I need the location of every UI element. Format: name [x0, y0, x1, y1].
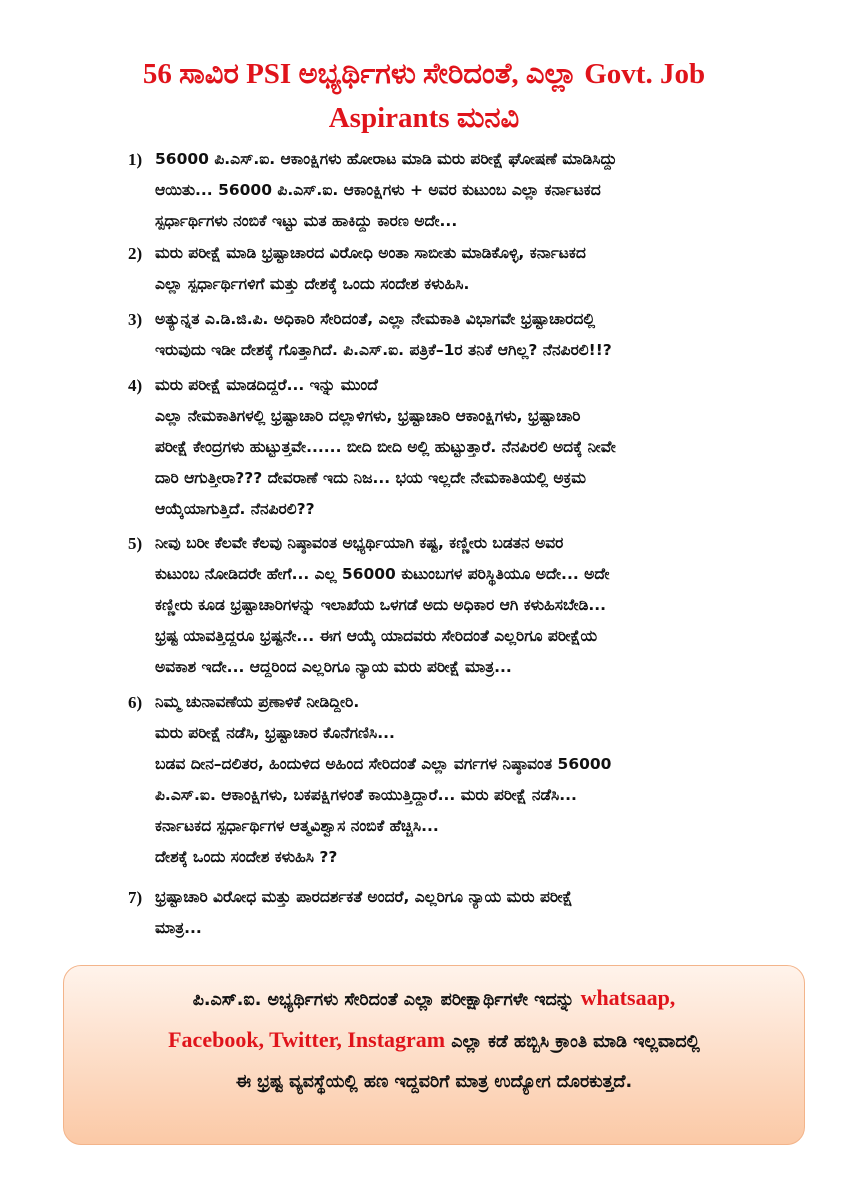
call-to-action-banner — [63, 965, 805, 1145]
point-number: 5) — [128, 534, 143, 553]
banner-line-3: ಈ ಭ್ರಷ್ಟ ವ್ಯವಸ್ಥೆಯಲ್ಲಿ ಹಣ ಇದ್ದವರಿಗೆ ಮಾತ್ರ ಉದ್ಯೋಗ ದೊರಕುತ್ತದೆ. — [235, 1072, 633, 1092]
point-line: ಕುಟುಂಬ ನೋಡಿದರೇ ಹೇಗೆ... ಎಲ್ಲ 56000 ಕುಟುಂಬಗಳ ಪರಿಸ್ಥಿತಿಯೂ ಅದೇ... ಅದೇ — [155, 565, 610, 583]
point-line: ಸ್ಪರ್ಧಾರ್ಥಿಗಳು ನಂಬಿಕೆ ಇಟ್ಟು ಮತ ಹಾಕಿದ್ದು ಕಾರಣ ಅದೇ... — [155, 212, 458, 230]
banner-text: ಎಲ್ಲಾ ಕಡೆ ಹಬ್ಬಿಸಿ ಕ್ರಾಂತಿ ಮಾಡಿ ಇಲ್ಲವಾದಲ್ಲಿ — [445, 1032, 700, 1052]
point-line: ಅವಕಾಶ ಇದೇ... ಆದ್ದರಿಂದ ಎಲ್ಲರಿಗೂ ನ್ಯಾಯ ಮರು ಪರೀಕ್ಷೆ ಮಾತ್ರ... — [155, 658, 512, 676]
point-line: 56000 ಪಿ.ಎಸ್.ಐ. ಆಕಾಂಕ್ಷಿಗಳು ಹೋರಾಟ ಮಾಡಿ ಮರು ಪರೀಕ್ಷೆ ಘೋಷಣೆ ಮಾಡಿಸಿದ್ದು — [155, 150, 617, 168]
point-line: ಆಯ್ಕೆಯಾಗುತ್ತಿದೆ. ನೆನಪಿರಲಿ?? — [155, 500, 315, 518]
point-number: 1) — [128, 150, 143, 169]
banner-line-1 — [64, 978, 804, 1020]
point-line: ಅತ್ಯುನ್ನತ ಎ.ಡಿ.ಜಿ.ಪಿ. ಅಧಿಕಾರಿ ಸೇರಿದಂತೆ, ಎಲ್ಲಾ ನೇಮಕಾತಿ ವಿಭಾಗವೇ ಭ್ರಷ್ಟಾಚಾರದಲ್ಲಿ — [155, 310, 596, 328]
point-number: 2) — [128, 244, 143, 263]
point-number: 6) — [128, 693, 143, 712]
point-line: ಮರು ಪರೀಕ್ಷೆ ಮಾಡದಿದ್ದರೆ... ಇನ್ನು ಮುಂದೆ — [155, 376, 378, 394]
point-line: ಆಯಿತು... 56000 ಪಿ.ಎಸ್.ಐ. ಆಕಾಂಕ್ಷಿಗಳು + ಅವರ ಕುಟುಂಬ ಎಲ್ಲಾ ಕರ್ನಾಟಕದ — [155, 181, 601, 199]
point-line: ದೇಶಕ್ಕೆ ಒಂದು ಸಂದೇಶ ಕಳುಹಿಸಿ ?? — [155, 848, 338, 866]
point-line: ಭ್ರಷ್ಟ ಯಾವತ್ತಿದ್ದರೂ ಭ್ರಷ್ಟನೇ... ಈಗ ಆಯ್ಕೆ ಯಾದವರು ಸೇರಿದಂತೆ ಎಲ್ಲರಿಗೂ ಪರೀಕ್ಷೆಯ — [155, 627, 598, 645]
title-line-1: 56 ಸಾವಿರ PSI ಅಭ್ಯರ್ಥಿಗಳು ಸೇರಿದಂತೆ, ಎಲ್ಲಾ Govt. Job — [142, 58, 706, 90]
point-line: ಪರೀಕ್ಷೆ ಕೇಂದ್ರಗಳು ಹುಟ್ಟುತ್ತವೇ...... ಬೀದಿ ಬೀದಿ ಅಲ್ಲಿ ಹುಟ್ಟುತ್ತಾರೆ. ನೆನಪಿರಲಿ ಅದಕ್ಕೆ ನೀವೇ — [155, 438, 616, 456]
point-line: ಬಡವ ದೀನ–ದಲಿತರ, ಹಿಂದುಳಿದ ಅಹಿಂದ ಸೇರಿದಂತೆ ಎಲ್ಲಾ ವರ್ಗಗಳ ನಿಷ್ಠಾವಂತ 56000 — [155, 755, 612, 773]
point-line: ಮಾತ್ರ... — [155, 919, 202, 937]
point-line: ಭ್ರಷ್ಟಾಚಾರಿ ವಿರೋಧ ಮತ್ತು ಪಾರದರ್ಶಕತೆ ಅಂದರೆ, ಎಲ್ಲರಿಗೂ ನ್ಯಾಯ ಮರು ಪರೀಕ್ಷೆ — [155, 888, 573, 906]
banner-line-2 — [64, 1020, 804, 1062]
point-number: 3) — [128, 310, 143, 329]
point-line: ಎಲ್ಲಾ ಸ್ಪರ್ಧಾರ್ಥಿಗಳಿಗೆ ಮತ್ತು ದೇಶಕ್ಕೆ ಒಂದು ಸಂದೇಶ ಕಳುಹಿಸಿ. — [155, 275, 470, 293]
point-line: ದಾರಿ ಆಗುತ್ತೀರಾ??? ದೇವರಾಣೆ ಇದು ನಿಜ... ಭಯ ಇಲ್ಲದೇ ನೇಮಕಾತಿಯಲ್ಲಿ ಅಕ್ರಮ — [155, 469, 586, 487]
point-line: ಎಲ್ಲಾ ನೇಮಕಾತಿಗಳಲ್ಲಿ ಭ್ರಷ್ಟಾಚಾರಿ ದಲ್ಲಾಳಿಗಳು, ಭ್ರಷ್ಟಾಚಾರಿ ಆಕಾಂಕ್ಷಿಗಳು, ಭ್ರಷ್ಟಾಚಾರಿ — [155, 407, 581, 425]
point-line: ಕಣ್ಣೀರು ಕೂಡ ಭ್ರಷ್ಟಾಚಾರಿಗಳನ್ನು ಇಲಾಖೆಯ ಒಳಗಡೆ ಅದು ಅಧಿಕಾರ ಆಗಿ ಕಳುಹಿಸಬೇಡಿ... — [155, 596, 607, 614]
point-number: 7) — [128, 888, 143, 907]
banner-highlight: whatsaap, — [580, 985, 676, 1010]
point-line: ಪಿ.ಎಸ್.ಐ. ಆಕಾಂಕ್ಷಿಗಳು, ಬಕಪಕ್ಷಿಗಳಂತೆ ಕಾಯುತ್ತಿದ್ದಾರೆ... ಮರು ಪರೀಕ್ಷೆ ನಡೆಸಿ... — [155, 786, 577, 804]
banner-highlight: Facebook, Twitter, Instagram — [168, 1027, 446, 1052]
point-line: ಕರ್ನಾಟಕದ ಸ್ಪರ್ಧಾರ್ಥಿಗಳ ಆತ್ಮವಿಶ್ವಾಸ ನಂಬಿಕೆ ಹೆಚ್ಚಿಸಿ... — [155, 817, 439, 835]
point-number: 4) — [128, 376, 143, 395]
point-line: ಮರು ಪರೀಕ್ಷೆ ನಡೆಸಿ, ಭ್ರಷ್ಟಾಚಾರ ಕೊನೆಗಣಿಸಿ... — [155, 724, 395, 742]
point-line: ಇರುವುದು ಇಡೀ ದೇಶಕ್ಕೆ ಗೊತ್ತಾಗಿದೆ. ಪಿ.ಎಸ್.ಐ. ಪತ್ರಿಕೆ–1ರ ತನಿಕೆ ಆಗಿಲ್ಲ? ನೆನಪಿರಲಿ!!? — [155, 341, 612, 359]
point-line: ನೀವು ಬರೀ ಕೆಲವೇ ಕೆಲವು ನಿಷ್ಠಾವಂತ ಅಭ್ಯರ್ಥಿಯಾಗಿ ಕಷ್ಟ, ಕಣ್ಣೀರು ಬಡತನ ಅವರ — [155, 534, 564, 552]
point-line: ನಿಮ್ಮ ಚುನಾವಣೆಯ ಪ್ರಣಾಳಿಕೆ ನೀಡಿದ್ದೀರಿ. — [155, 693, 360, 711]
title-line-2: Aspirants ಮನವಿ — [328, 102, 520, 134]
banner-text: ಪಿ.ಎಸ್.ಐ. ಅಭ್ಯರ್ಥಿಗಳು ಸೇರಿದಂತೆ ಎಲ್ಲಾ ಪರೀಕ್ಷಾರ್ಥಿಗಳೇ ಇದನ್ನು — [192, 990, 581, 1010]
point-line: ಮರು ಪರೀಕ್ಷೆ ಮಾಡಿ ಭ್ರಷ್ಟಾಚಾರದ ವಿರೋಧಿ ಅಂತಾ ಸಾಬೀತು ಮಾಡಿಕೊಳ್ಳಿ, ಕರ್ನಾಟಕದ — [155, 244, 586, 262]
page-title — [40, 52, 808, 140]
